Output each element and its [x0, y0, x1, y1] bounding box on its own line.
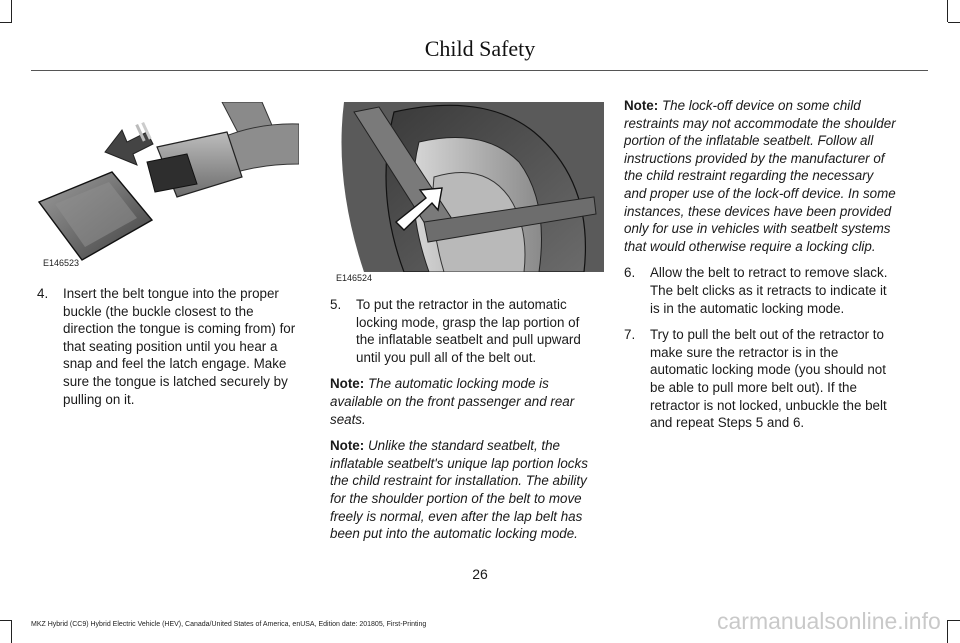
crop-mark — [948, 22, 960, 23]
crop-mark — [947, 620, 948, 643]
note-label: Note: — [330, 438, 365, 454]
crop-mark — [948, 620, 960, 621]
crop-mark — [11, 0, 12, 22]
note-text: The automatic locking mode is available on the front passenger and rear seats. — [330, 376, 575, 427]
crop-mark — [0, 620, 12, 621]
step-text: Try to pull the belt out of the retractor to make sure the retractor is in the automatic locking mode (you should not be able to pull more belt out). If the retractor is not locked, unbuckle the belt and repeat Steps 5 and 6. — [650, 327, 887, 431]
page-title: Child Safety — [424, 36, 536, 61]
step-text: To put the retractor in the automatic locking mode, grasp the lap portion of the inflatable seatbelt and pull upward until you pull all of the belt out. — [356, 297, 581, 365]
figure-label: E146524 — [336, 273, 373, 283]
step-number: 5. — [330, 297, 342, 312]
column-right — [624, 97, 896, 432]
header-divider — [31, 70, 928, 71]
crop-mark — [947, 0, 948, 22]
note-paragraph — [330, 437, 601, 543]
watermark: carmanualsonline.info — [717, 608, 941, 634]
column-left — [37, 285, 305, 408]
list-item — [37, 285, 305, 408]
note-text: Unlike the standard seatbelt, the inflatable seatbelt's unique lap portion locks the child restraint for installation. The ability for the shoulder portion of the belt to move freely is normal, even after the lap belt has been put into the automatic locking mode. — [330, 438, 588, 542]
step-text: Allow the belt to retract to remove slack. The belt clicks as it retracts to indicate it is in the automatic locking mode. — [650, 265, 888, 316]
note-label: Note: — [624, 98, 659, 113]
list-item — [624, 326, 896, 432]
step-number: 6. — [624, 265, 636, 281]
step-number: 7. — [624, 327, 636, 343]
note-paragraph — [330, 375, 601, 428]
crop-mark — [11, 620, 12, 643]
seatbelt-buckle-illustration — [37, 102, 299, 270]
page-number: 26 — [472, 566, 488, 582]
column-middle — [330, 296, 601, 552]
child-seat-illustration — [334, 102, 604, 272]
note-text: The lock-off device on some child restraints may not accommodate the shoulder portion of the inflatable seatbelt. Follow all instructions provided by the manufacturer of the child restraint regarding the necessary and proper use of the lock-off device. In some instances, these devices have been provided only for use in vehicles with seatbelt systems that would otherwise require a locking clip. — [624, 98, 896, 254]
list-item — [330, 296, 601, 366]
step-text: Insert the belt tongue into the proper buckle (the buckle closest to the direction the tongue is coming from) for that seating position until you hear a snap and feel the latch engage. Make sure the tongue is latched securely by pulling on it. — [63, 286, 296, 407]
step-number: 4. — [37, 286, 49, 301]
footer-text: MKZ Hybrid (CC9) Hybrid Electric Vehicle (HEV), Canada/United States of America, enUSA, Edition date: 201805, First-Printing — [31, 621, 427, 628]
crop-mark — [0, 22, 12, 23]
list-item — [624, 264, 896, 317]
figure-label: E146523 — [43, 258, 80, 268]
note-label: Note: — [330, 376, 365, 392]
note-paragraph — [624, 97, 896, 255]
